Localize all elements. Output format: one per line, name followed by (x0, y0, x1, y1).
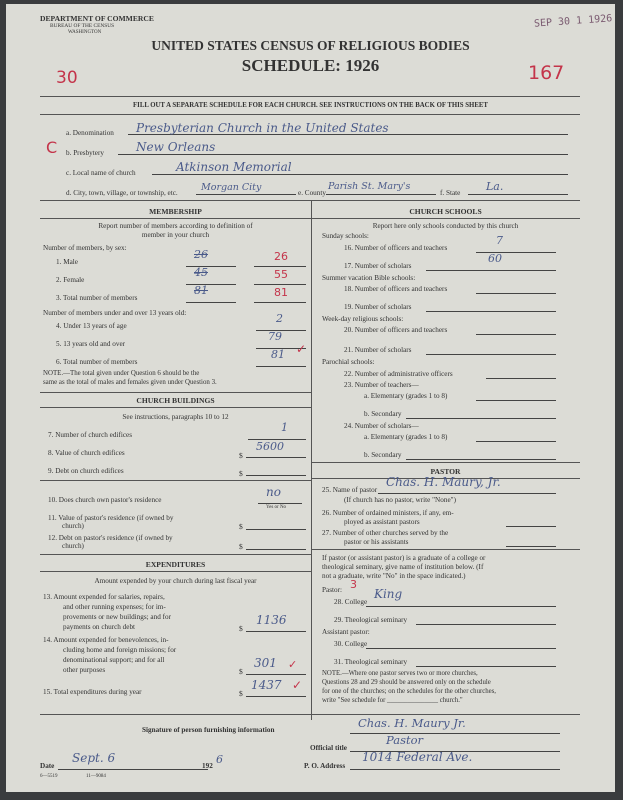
form-title: UNITED STATES CENSUS OF RELIGIOUS BODIES (151, 38, 470, 53)
q11-label-line-1: 11. Value of pastor's residence (if owned by (48, 514, 174, 522)
q2-crossed-value: 45 (194, 266, 208, 279)
q7-value[interactable]: 1 (281, 421, 288, 434)
members-by-sex-label: Number of members, by sex: (43, 244, 127, 252)
q5-label: 5. 13 years old and over (56, 340, 126, 348)
yes-no-hint: Yes or No (266, 505, 287, 510)
q25-label: 25. Name of pastor (322, 486, 378, 494)
q17-label: 17. Number of scholars (344, 262, 412, 270)
denomination-label: a. Denomination (66, 129, 114, 137)
weekday-schools-label: Week-day religious schools: (322, 315, 404, 323)
q10-value[interactable]: no (266, 485, 281, 499)
q11-label-line-2: church) (62, 522, 84, 530)
year-prefix: 192 (202, 762, 213, 770)
q24b-label: b. Secondary (364, 451, 402, 459)
county-value[interactable]: Parish St. Mary's (328, 181, 411, 192)
expenditures-intro: Amount expended by your church during last fiscal year (94, 577, 257, 585)
membership-intro-1: Report number of members according to definition of (98, 222, 253, 230)
q2-value[interactable]: 55 (274, 268, 288, 281)
q24a-label: a. Elementary (grades 1 to 8) (364, 433, 448, 441)
po-address-label: P. O. Address (304, 762, 346, 770)
q1-label: 1. Male (56, 258, 78, 266)
form-schedule: SCHEDULE: 1926 (241, 56, 380, 75)
q28-value[interactable]: King (374, 587, 403, 601)
q29-label: 29. Theological seminary (334, 616, 408, 624)
q15-label: 15. Total expenditures during year (43, 688, 142, 696)
local-name-value[interactable]: Atkinson Memorial (176, 160, 292, 174)
pastor-note-4: write "See schedule for _______________ church." (322, 697, 463, 704)
q19-label: 19. Number of scholars (344, 303, 412, 311)
q12-dollar-sign: $ (239, 542, 243, 551)
pastor-heading: PASTOR (430, 467, 461, 476)
membership-note-2: same as the total of males and females given under Question 3. (43, 379, 217, 386)
pastor-subheading: Pastor: (322, 586, 342, 594)
q21-label: 21. Number of scholars (344, 346, 412, 354)
presbytery-label: b. Presbytery (66, 149, 104, 157)
red-mark-30: 30 (56, 68, 78, 88)
q13-value[interactable]: 1136 (256, 613, 287, 627)
q23a-label: a. Elementary (grades 1 to 8) (364, 392, 448, 400)
pastor-note-1: NOTE.—Where one pastor serves two or more churches, (322, 670, 478, 677)
red-mark-167: 167 (528, 62, 565, 84)
membership-heading: MEMBERSHIP (149, 207, 202, 216)
form-number: 6—5519 (40, 774, 58, 779)
signature-label: Signature of person furnishing information (142, 726, 275, 734)
q23-label: 23. Number of teachers— (344, 381, 419, 389)
assistant-pastor-subheading: Assistant pastor: (322, 628, 370, 636)
sunday-schools-label: Sunday schools: (322, 232, 369, 240)
q4-value[interactable]: 2 (276, 312, 283, 325)
q20-label: 20. Number of officers and teachers (344, 326, 448, 334)
graduate-instruction-2: theological seminary, give name of institution below. (If (322, 563, 484, 571)
q1-crossed-value: 26 (194, 248, 208, 261)
graduate-instruction-1: If pastor (or assistant pastor) is a graduate of a college or (322, 554, 486, 562)
official-title-label: Official title (310, 744, 347, 752)
q23b-label: b. Secondary (364, 410, 402, 418)
q1-value[interactable]: 26 (274, 250, 288, 263)
q27-label-line-2: pastor or his assistants (344, 538, 409, 546)
q24-label: 24. Number of scholars— (344, 422, 419, 430)
city-label: WASHINGTON (68, 30, 102, 35)
q3-label: 3. Total number of members (56, 294, 138, 302)
q14-checkmark-icon: ✓ (288, 658, 298, 671)
q13-label-line-3: provements or new buildings; and for (63, 613, 171, 621)
official-title-value[interactable]: Pastor (386, 733, 424, 747)
q3-value[interactable]: 81 (274, 286, 288, 299)
q26-label-line-1: 26. Number of ordained ministers, if any, em- (322, 509, 454, 517)
church-schools-heading: CHURCH SCHOOLS (409, 207, 482, 216)
local-name-label: c. Local name of church (66, 169, 136, 177)
q14-label-line-4: other purposes (63, 666, 106, 674)
buildings-intro: See instructions, paragraphs 10 to 12 (122, 413, 229, 421)
summer-schools-label: Summer vacation Bible schools: (322, 274, 416, 282)
pastor-red-mark: 3 (350, 578, 357, 591)
q27-label-line-1: 27. Number of other churches served by the (322, 529, 449, 537)
presbytery-value[interactable]: New Orleans (136, 140, 216, 154)
q9-dollar-sign: $ (239, 469, 243, 478)
pastor-note-3: for one of the churches; on the schedules for the other churches, (322, 688, 497, 695)
date-label: Date (40, 762, 55, 770)
state-label: f. State (440, 189, 461, 197)
q12-label-line-2: church) (62, 542, 84, 550)
q11-dollar-sign: $ (239, 522, 243, 531)
dept-label: DEPARTMENT OF COMMERCE (40, 14, 154, 23)
q2-label: 2. Female (56, 276, 85, 284)
q25-value[interactable]: Chas. H. Maury, Jr. (386, 475, 501, 489)
census-schedule-sheet (6, 4, 615, 792)
graduate-instruction-3: not a graduate, write "No" in the space indicated.) (322, 572, 466, 580)
city-town-value[interactable]: Morgan City (201, 182, 262, 193)
q16-label: 16. Number of officers and teachers (344, 244, 448, 252)
q8-label: 8. Value of church edifices (48, 449, 125, 457)
date-value[interactable]: Sept. 6 (72, 751, 116, 765)
bureau-label: BUREAU OF THE CENSUS (50, 23, 115, 29)
q17-value[interactable]: 60 (488, 252, 502, 265)
membership-intro-2: member in your church (141, 231, 210, 239)
church-buildings-heading: CHURCH BUILDINGS (136, 396, 215, 405)
po-address-value[interactable]: 1014 Federal Ave. (362, 750, 473, 764)
form-number-2: 11—9084 (86, 774, 106, 779)
q10-label: 10. Does church own pastor's residence (48, 496, 162, 504)
pastor-note-2: Questions 28 and 29 should be answered only on the schedule (322, 679, 491, 686)
q7-label: 7. Number of church edifices (48, 431, 133, 439)
city-town-label: d. City, town, village, or township, etc. (66, 189, 178, 197)
q13-label-line-2: and other running expenses; for im- (63, 603, 166, 611)
state-value[interactable]: La. (486, 180, 504, 193)
membership-note-1: NOTE.—The total given under Question 6 should be the (43, 370, 200, 377)
red-mark-c: C (46, 138, 58, 157)
signature-value[interactable]: Chas. H. Maury Jr. (358, 716, 466, 730)
q12-label-line-1: 12. Debt on pastor's residence (if owned by (48, 534, 173, 542)
q28-label: 28. College (334, 598, 368, 606)
q15-dollar-sign: $ (239, 689, 243, 698)
received-stamp: SEP 30 1 1926 (533, 13, 613, 30)
separate-schedule-instruction: FILL OUT A SEPARATE SCHEDULE FOR EACH CHURCH. SEE INSTRUCTIONS ON THE BACK OF THIS SHEET (133, 102, 488, 109)
q14-label-line-2: cluding home and foreign missions; for (63, 646, 177, 654)
q14-label-line-1: 14. Amount expended for benevolences, in- (43, 636, 169, 644)
q31-label: 31. Theological seminary (334, 658, 408, 666)
q18-label: 18. Number of officers and teachers (344, 285, 448, 293)
q6-label: 6. Total number of members (56, 358, 138, 366)
q6-value[interactable]: 81 (271, 348, 285, 361)
q13-label-line-1: 13. Amount expended for salaries, repairs, (43, 593, 165, 601)
year-value[interactable]: 6 (216, 753, 223, 766)
county-label: e. County (298, 189, 326, 197)
under-over-13-label: Number of members under and over 13 years old: (43, 309, 187, 317)
parochial-schools-label: Parochial schools: (322, 358, 375, 366)
q8-dollar-sign: $ (239, 451, 243, 460)
q5-value[interactable]: 79 (268, 330, 282, 343)
q15-value[interactable]: 1437 (251, 678, 282, 692)
q14-dollar-sign: $ (239, 667, 243, 676)
expenditures-heading: EXPENDITURES (145, 560, 206, 569)
q15-checkmark-icon: ✓ (292, 678, 303, 692)
q16-value[interactable]: 7 (496, 234, 503, 247)
q26-label-line-2: ployed as assistant pastors (344, 518, 420, 526)
q14-label-line-3: denominational support; and for all (63, 656, 165, 664)
q4-label: 4. Under 13 years of age (56, 322, 127, 330)
schools-intro: Report here only schools conducted by this church (372, 222, 519, 230)
q3-crossed-value: 81 (194, 284, 208, 297)
q22-label: 22. Number of administrative officers (344, 370, 453, 378)
denomination-value[interactable]: Presbyterian Church in the United States (136, 121, 389, 135)
q6-checkmark-icon: ✓ (296, 342, 307, 356)
q25-note: (If church has no pastor, write "None") (344, 496, 456, 504)
q9-label: 9. Debt on church edifices (48, 467, 124, 475)
q14-value[interactable]: 301 (254, 656, 277, 670)
q8-value[interactable]: 5600 (256, 440, 284, 453)
q13-dollar-sign: $ (239, 624, 243, 633)
q30-label: 30. College (334, 640, 368, 648)
q13-label-line-4: payments on church debt (63, 623, 136, 631)
